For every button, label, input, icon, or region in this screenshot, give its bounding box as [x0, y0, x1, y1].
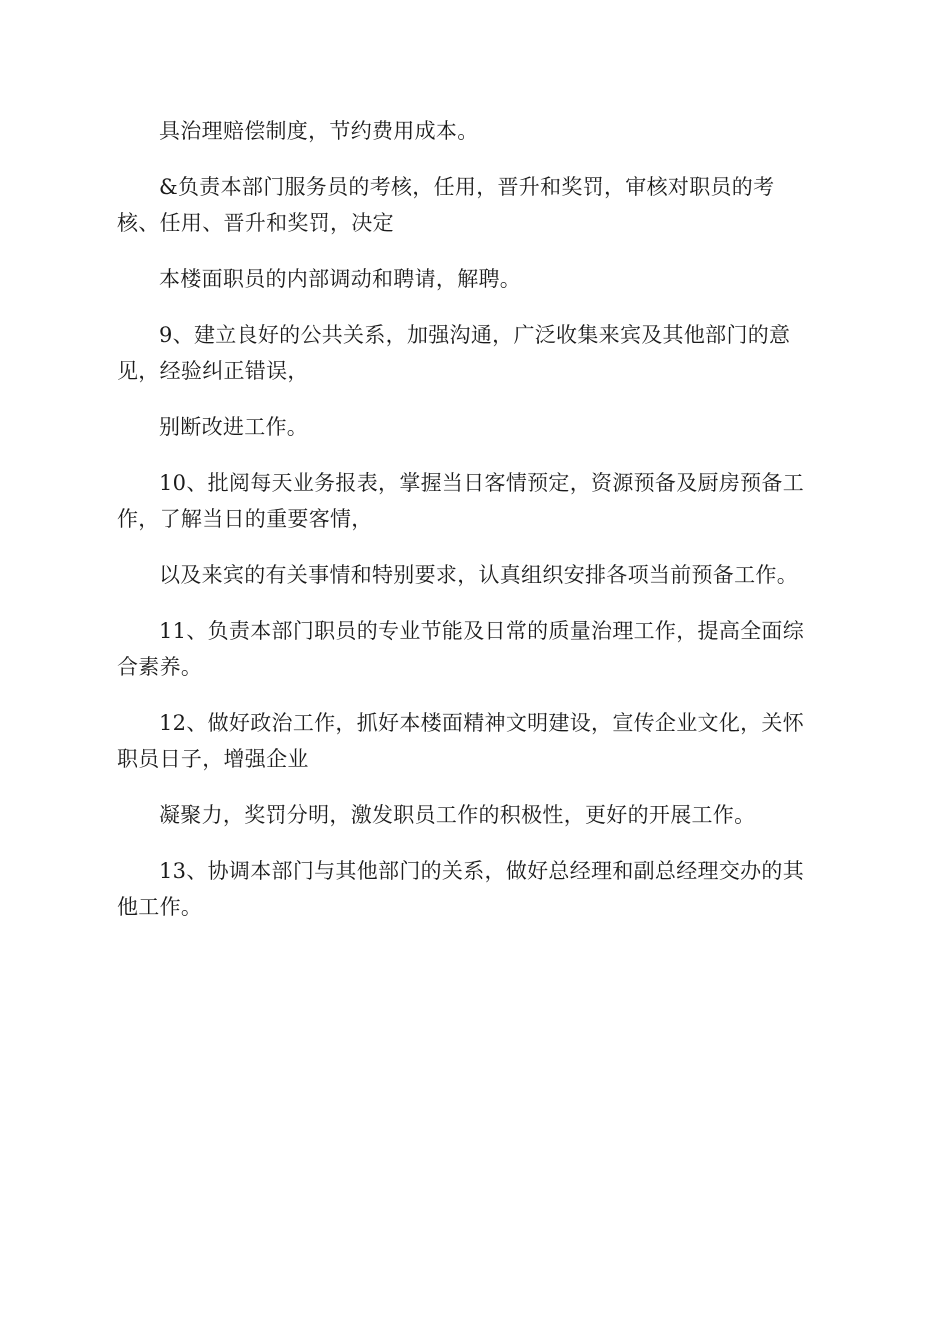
paragraph-line: 凝聚力，奖罚分明，激发职员工作的积极性，更好的开展工作。	[159, 803, 756, 827]
paragraph-line: 职员日子，增强企业	[117, 747, 309, 771]
paragraph	[117, 261, 837, 297]
paragraph-line: 本楼面职员的内部调动和聘请，解聘。	[159, 267, 522, 291]
paragraph	[117, 317, 837, 389]
document-body	[117, 113, 837, 945]
paragraph	[117, 705, 837, 777]
paragraph	[117, 853, 837, 925]
paragraph-line: 12、做好政治工作，抓好本楼面精神文明建设，宣传企业文化，关怀	[159, 711, 805, 735]
paragraph-line: 11、负责本部门职员的专业节能及日常的质量治理工作，提高全面综	[159, 619, 805, 643]
paragraph-line: 10、批阅每天业务报表，掌握当日客情预定，资源预备及厨房预备工	[159, 471, 805, 495]
paragraph-line: &负责本部门服务员的考核，任用，晋升和奖罚，审核对职员的考	[159, 175, 775, 199]
paragraph	[117, 113, 837, 149]
paragraph-line: 他工作。	[117, 895, 203, 919]
paragraph-line: 合素养。	[117, 655, 203, 679]
paragraph	[117, 797, 837, 833]
paragraph-line: 见，经验纠正错误，	[117, 359, 309, 383]
paragraph	[117, 613, 837, 685]
paragraph-line: 核、任用、晋升和奖罚，决定	[117, 211, 394, 235]
paragraph	[117, 169, 837, 241]
paragraph-line: 以及来宾的有关事情和特别要求，认真组织安排各项当前预备工作。	[159, 563, 798, 587]
paragraph	[117, 409, 837, 445]
paragraph	[117, 465, 837, 537]
paragraph-line: 别断改进工作。	[159, 415, 309, 439]
paragraph-line: 作，了解当日的重要客情，	[117, 507, 373, 531]
paragraph-line: 具治理赔偿制度，节约费用成本。	[159, 119, 479, 143]
paragraph-line: 9、建立良好的公共关系，加强沟通，广泛收集来宾及其他部门的意	[159, 323, 791, 347]
paragraph	[117, 557, 837, 593]
paragraph-line: 13、协调本部门与其他部门的关系，做好总经理和副总经理交办的其	[159, 859, 805, 883]
